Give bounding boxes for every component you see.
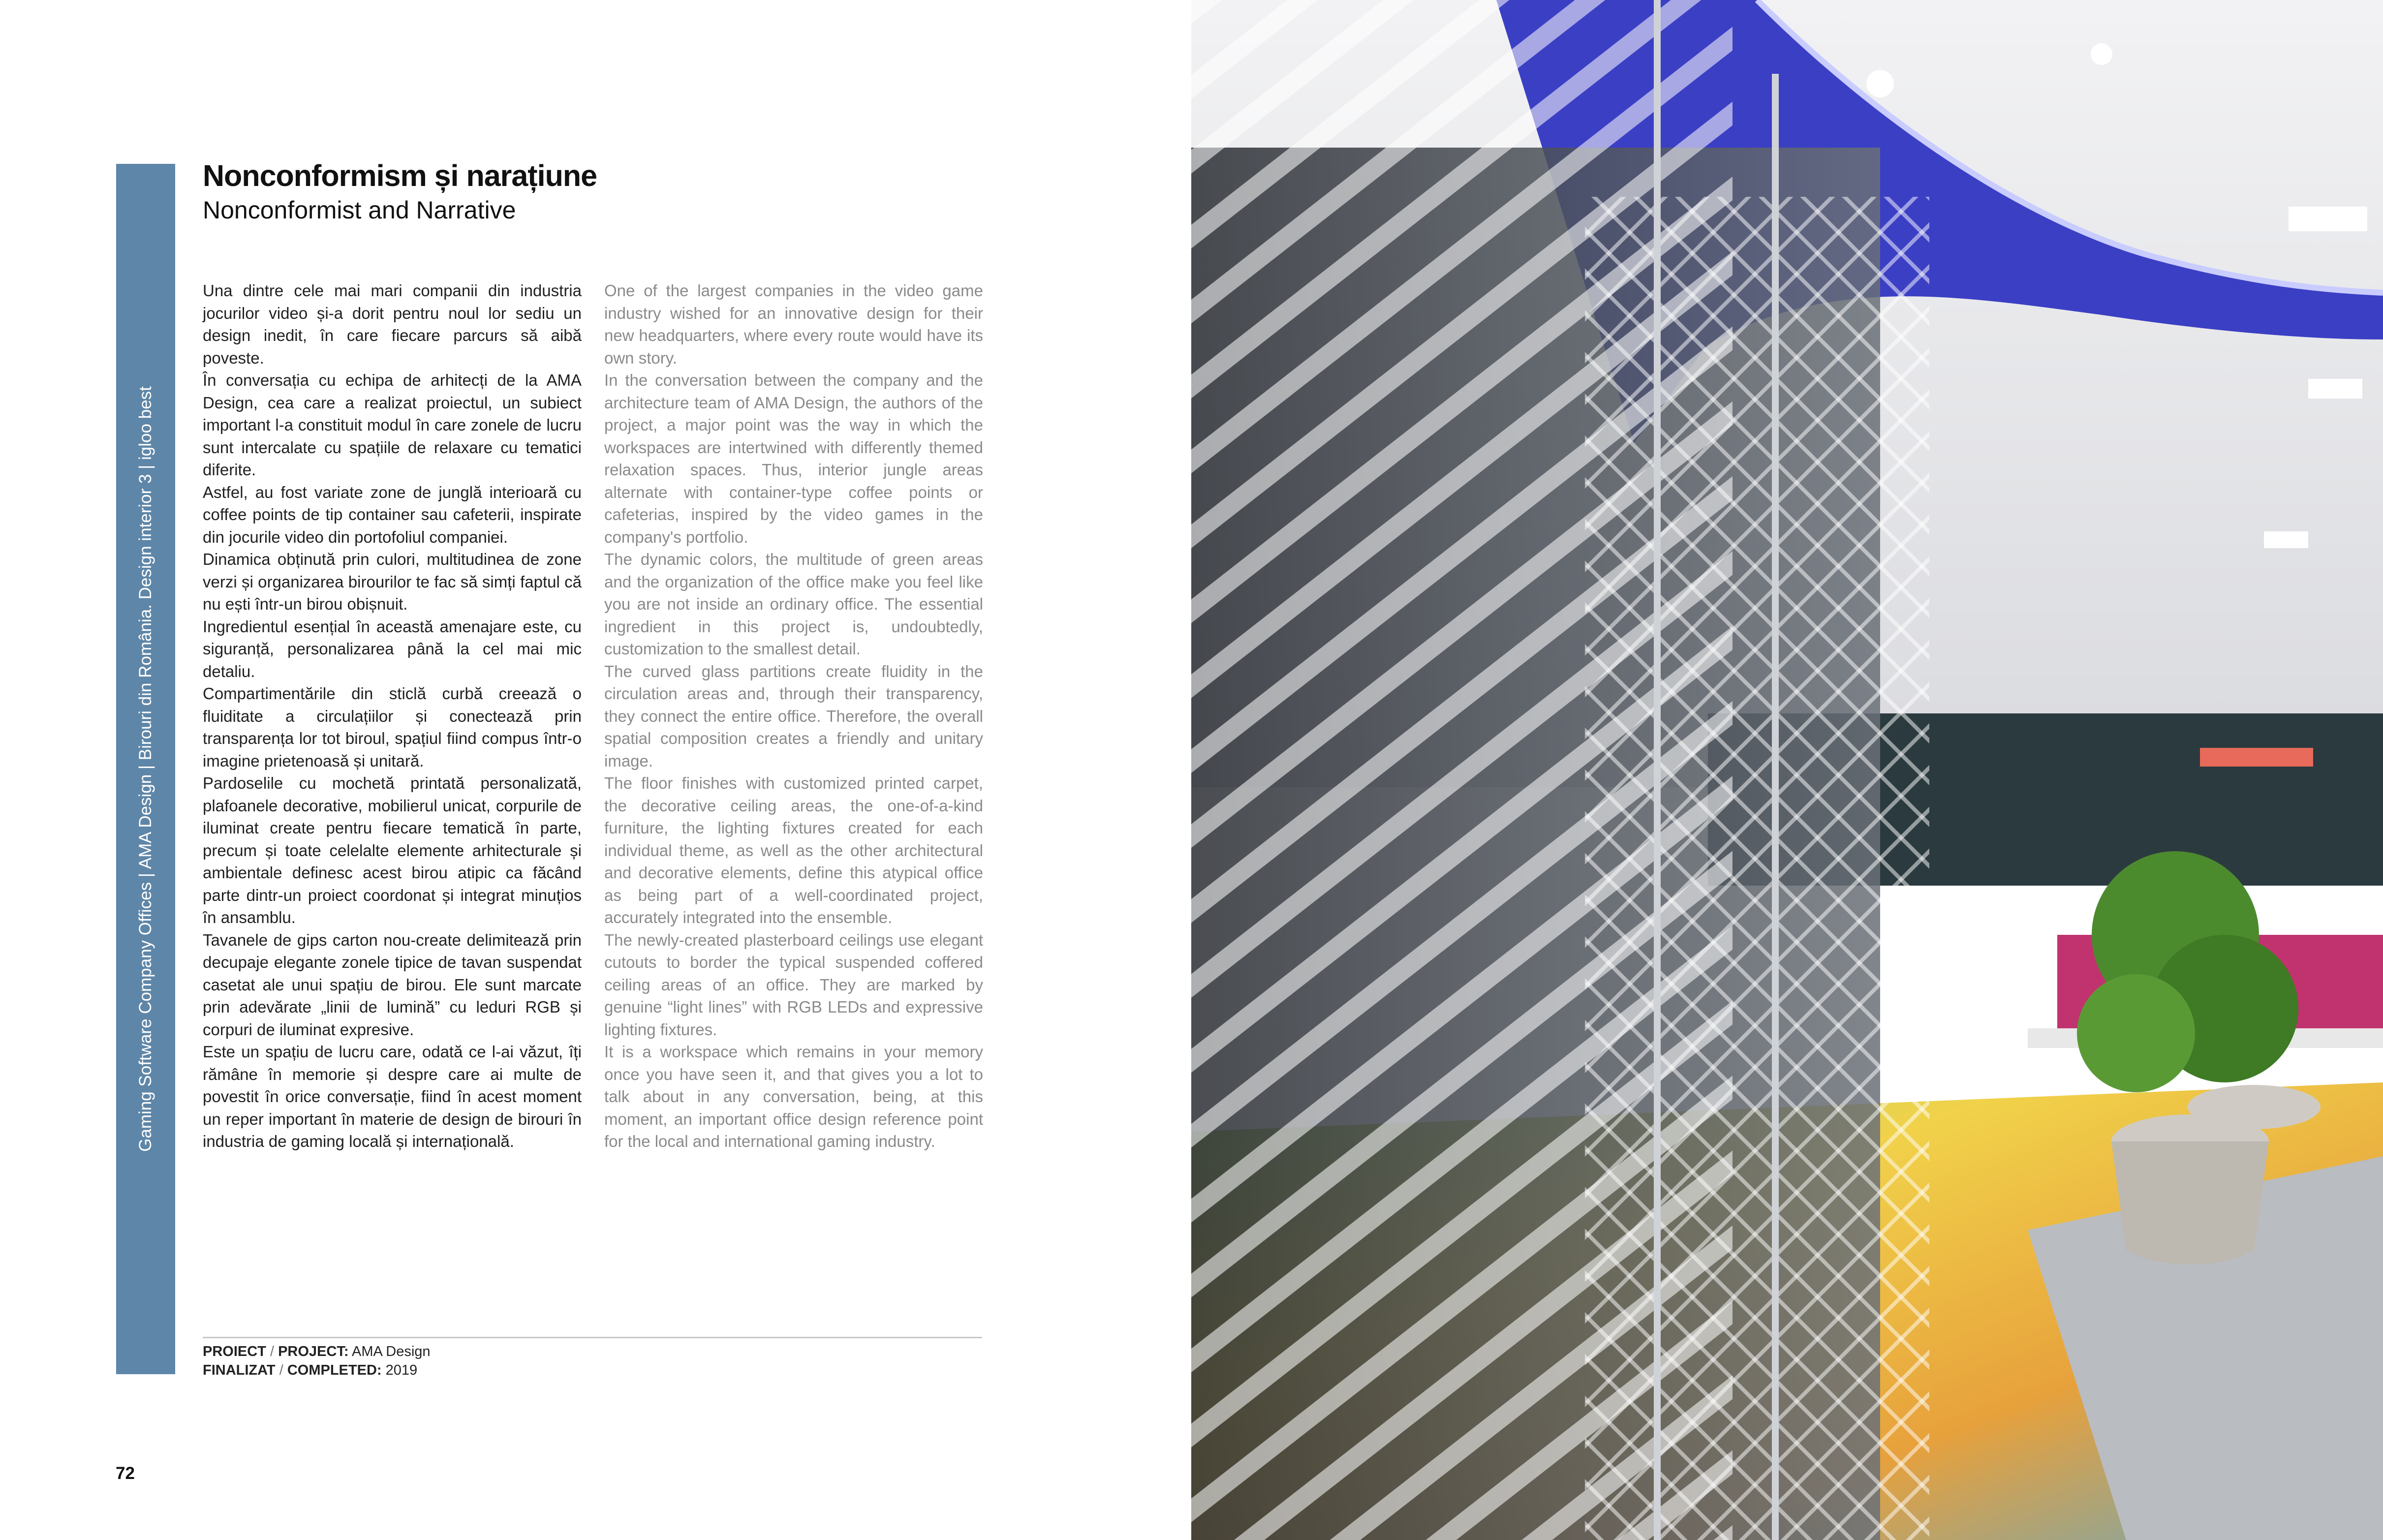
photo-glass-frame: [1654, 0, 1661, 1540]
page-number: 72: [116, 1464, 135, 1483]
photo-red-sign: [2200, 748, 2313, 767]
photo-ceiling-panel: [2264, 531, 2308, 548]
credit-separator: /: [270, 1344, 275, 1359]
photo-ceiling-panel: [2289, 207, 2367, 231]
en-paragraph: The dynamic colors, the multitude of green areas and the organization of the office make you feel like you are not inside an ordinary office. The essential ingredient in this project is, undoubtedly, customization to the smallest detail.: [604, 550, 983, 658]
en-paragraph: The floor finishes with customized printed carpet, the decorative ceiling areas, the one-of-a-kind furniture, the lighting fixtures created for each individual theme, as well as the other architectural and decorative elements, define this atypical office as being part of a well-coordinated project, accurately integrated into the ensemble.: [604, 774, 983, 926]
en-paragraph: It is a workspace which remains in your memory once you have seen it, and that gives you a lot to talk about in any conversation, being, at this moment, an important office design reference point for the local and international gaming industry.: [604, 1043, 983, 1150]
photo-glass-frame: [1772, 74, 1779, 1540]
photo-glass-lattice: [1585, 197, 1929, 1540]
credit-project-line: [203, 1342, 431, 1361]
ro-paragraph: Una dintre cele mai mari companii din industria jocurilor video și-a dorit pentru noul lor sediu un design inedit, în care fiecare parcurs să aibă poveste.: [203, 281, 582, 367]
photo-planter: [2188, 1085, 2321, 1129]
project-credits: [203, 1342, 431, 1380]
en-paragraph: The newly-created plasterboard ceilings use elegant cutouts to border the typical suspended coffered ceiling areas of an office. They are marked by genuine “light lines” with RGB LEDs and expressive lighting fixtures.: [604, 930, 983, 1039]
credit-project-label-ro: PROIECT: [203, 1344, 266, 1359]
photo-planter: [2111, 1141, 2269, 1264]
ro-paragraph: Compartimentările din sticlă curbă creează o fluiditate a circulațiilor și conectează prin transparența lor tot biroul, spațiul fiind compus într-o imagine prietenoasă și unitară.: [203, 684, 582, 770]
ro-paragraph: Pardoselile cu mochetă printată personalizată, plafoanele decorative, mobilierul unicat, corpurile de iluminat create pentru fiecare tematică în parte, precum și toate celelalte elemente arhitecturale și ambientale definesc acest birou atipic ca făcând parte dintr-un proiect coordonat și integrat minuțios în ansamblu.: [203, 774, 582, 926]
en-paragraph: The curved glass partitions create fluidity in the circulation areas and, through their transparency, they connect the entire office. Therefore, the overall spatial composition creates a friendly and unitary image.: [604, 662, 983, 770]
ro-paragraph: Tavanele de gips carton nou-create delimitează prin decupaje elegante zonele tipice de tavan suspendat casetat ale unui spațiu de birou. Ele sunt marcate prin adevărate „linii de lumină” cu leduri RGB și corpuri de iluminat expresive.: [203, 930, 582, 1039]
ro-paragraph: În conversația cu echipa de arhitecți de la AMA Design, cea care a realizat proiectul, un subiect important l-a constituit modul în care zonele de lucru sunt intercalate cu spațiile de relaxare cu tematici diferite.: [203, 371, 582, 479]
credit-separator: /: [279, 1362, 283, 1378]
en-paragraph: One of the largest companies in the video game industry wished for an innovative design for their new headquarters, where every route would have its own story.: [604, 281, 983, 367]
en-paragraph: In the conversation between the company and the architecture team of AMA Design, the authors of the project, a major point was the way in which the workspaces are intertwined with differently themed relaxation spaces. Thus, interior jungle areas alternate with container-type coffee points or cafeterias, inspired by the video games in the company's portfolio.: [604, 371, 983, 546]
ro-paragraph: Ingredientul esențial în această amenajare este, cu siguranță, personalizarea până la cel mai mic detaliu.: [203, 617, 582, 680]
credit-completed-value: 2019: [385, 1362, 418, 1378]
photo-ceiling-light: [1866, 70, 1894, 97]
title-romanian: Nonconformism și narațiune: [203, 159, 597, 192]
romanian-text-column: [203, 279, 582, 1153]
credit-project-label-en: PROJECT:: [278, 1344, 349, 1359]
ro-paragraph: Este un spațiu de lucru care, odată ce l-ai văzut, îți rămâne în memorie și despre care ai multe de povestit în orice conversație, fiind în acest moment un reper important în materie de design de birouri în industria de gaming locală și internațională.: [203, 1043, 582, 1150]
credits-divider: [203, 1337, 982, 1338]
english-text-column: [604, 279, 983, 1153]
ro-paragraph: Astfel, au fost variate zone de junglă interioară cu coffee points de tip container sau cafeterii, inspirate din jocurile video din portofoliul companiei.: [203, 483, 582, 546]
office-interior-photo: [1191, 0, 2383, 1540]
credit-completed-line: [203, 1361, 431, 1380]
credit-project-value: AMA Design: [351, 1344, 431, 1359]
sidebar-running-title: Gaming Software Company Offices | AMA Design | Birouri din România. Design interior 3 | igloo best: [136, 386, 155, 1152]
photo-ceiling-panel: [2308, 379, 2362, 399]
title-english: Nonconformist and Narrative: [203, 196, 516, 224]
credit-completed-label-ro: FINALIZAT: [203, 1362, 276, 1378]
ro-paragraph: Dinamica obținută prin culori, multitudinea de zone verzi și organizarea birourilor te fac să simți faptul că nu ești într-un birou obișnuit.: [203, 550, 582, 613]
photo-ceiling-light: [2091, 43, 2112, 65]
credit-completed-label-en: COMPLETED:: [287, 1362, 382, 1378]
photo-plant-foliage: [2077, 974, 2195, 1092]
